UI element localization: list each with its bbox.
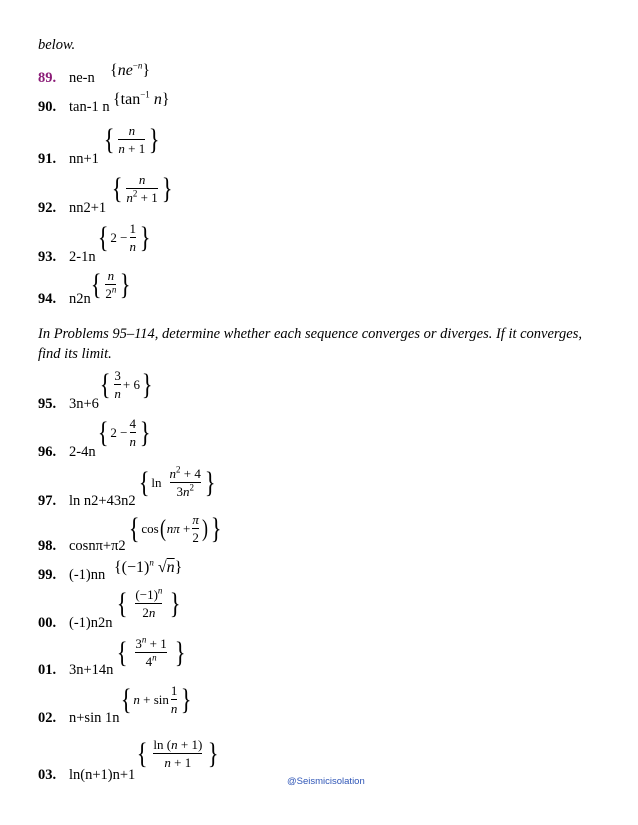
problem-text: (-1)n2n: [69, 615, 113, 631]
problem-text: cosnπ+π2: [69, 538, 126, 554]
problem-text: ln(n+1)n+1: [69, 767, 136, 783]
formula-91: { $\frac{n}{n + 1}$ }: [103, 122, 160, 156]
problem-number: 01.: [38, 662, 57, 678]
problem-text: 3n+14n: [69, 662, 114, 678]
problem-number: 94.: [38, 291, 57, 307]
instruction-text: In Problems 95–114, determine whether each sequence converges or diverges. If it converges, find its limit.: [38, 326, 582, 362]
problem-number: 96.: [38, 444, 57, 460]
formula-101: { $\frac{3^n + 1}{4^n}$ }: [116, 634, 186, 669]
problem-number: 91.: [38, 151, 57, 167]
formula-100: { $\frac{(-1)^n}{2n}$ }: [116, 585, 182, 620]
problem-text: tan-1 n: [69, 99, 110, 115]
formula-98: { cos ( nπ + $\frac{\pi}{2}$ ) }: [128, 511, 222, 545]
problem-number: 93.: [38, 249, 57, 265]
formula-96: { 2 − $\frac{4}{n}$ }: [97, 415, 151, 449]
problem-number: 03.: [38, 767, 57, 783]
formula-90: {$\tan^{-1}$ n}: [113, 89, 170, 108]
problem-text: ln n2+43n2: [69, 493, 136, 509]
problem-number: 99.: [38, 567, 57, 583]
intro-text: below.: [38, 37, 76, 53]
problem-text: 2-4n: [69, 444, 96, 460]
problem-number: 02.: [38, 710, 57, 726]
problem-number: 90.: [38, 99, 57, 115]
problem-text: n2n: [69, 291, 91, 307]
problem-text: nn+1: [69, 151, 99, 167]
formula-99: {$(-1)^n$ √n}: [114, 557, 183, 576]
formula-93: { 2 − $\frac{1}{n}$ }: [97, 220, 151, 254]
problem-text: 3n+6: [69, 396, 99, 412]
problem-number: 98.: [38, 538, 57, 554]
formula-95: { $\frac{3}{n}$ + 6 }: [99, 367, 153, 401]
problem-text: n+sin 1n: [69, 710, 120, 726]
formula-102: { n + sin $\frac{1}{n}$ }: [120, 682, 193, 716]
problem-number: 97.: [38, 493, 57, 509]
formula-103: { $\frac{\ln (n + 1)}{n + 1}$ }: [136, 736, 219, 770]
formula-94: { $\frac{n}{2^n}$ }: [90, 267, 132, 301]
watermark: @Seismicisolation: [287, 776, 365, 787]
formula-92: { $\frac{n}{n^2 + 1}$ }: [111, 171, 173, 205]
problem-text: ne-n: [69, 70, 95, 86]
problem-number: 92.: [38, 200, 57, 216]
problem-text: (-1)nn: [69, 567, 106, 583]
problem-number: 00.: [38, 615, 57, 631]
formula-89: $\{ne^{-n}\}$: [110, 60, 151, 79]
problem-text: 2-1n: [69, 249, 96, 265]
problem-number: 95.: [38, 396, 57, 412]
problem-number: 89.: [38, 70, 57, 86]
formula-97: { ln $\frac{n^2 + 4}{3n^2}$ }: [138, 464, 216, 499]
problem-text: nn2+1: [69, 200, 107, 216]
